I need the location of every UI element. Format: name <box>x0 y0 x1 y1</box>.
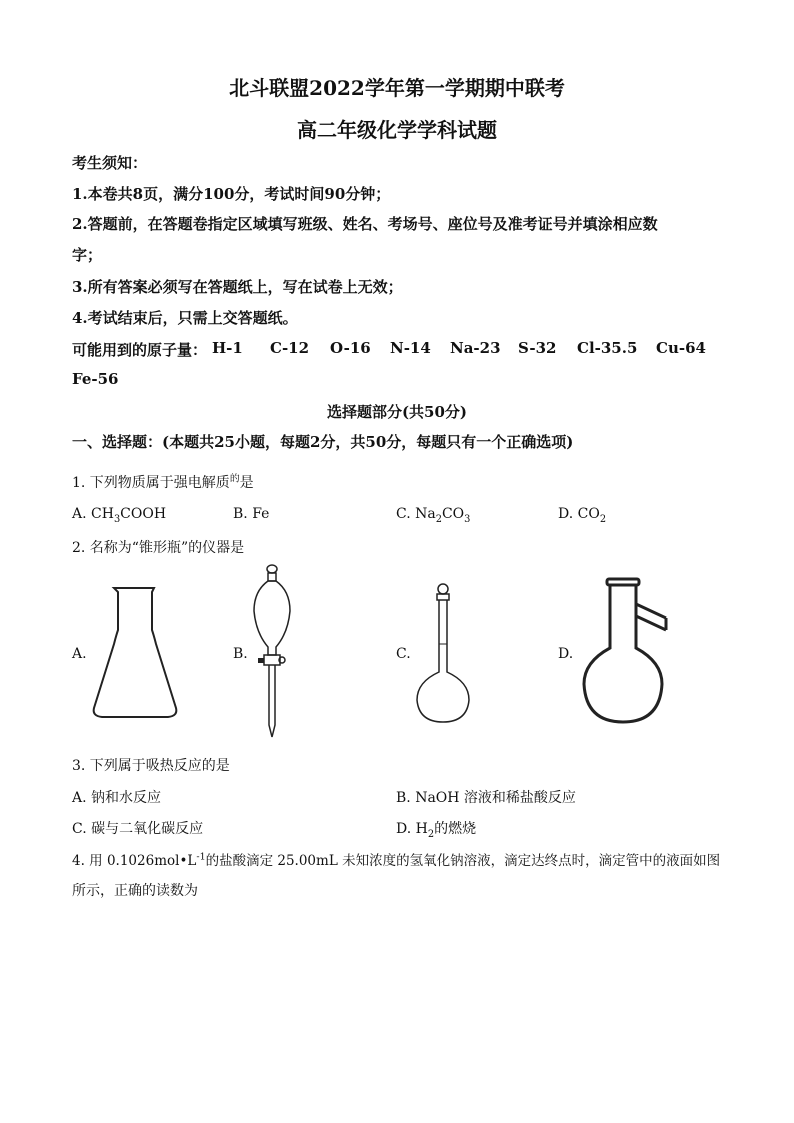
q1-option-d <box>558 506 607 525</box>
q2-label-c: C. <box>396 646 411 662</box>
q1-option-a <box>72 506 167 525</box>
q4-stem-text-end: 的盐酸滴定 25.00mL 未知浓度的氢氧化钠溶液，滴定达终点时，滴定管中的液面如图 <box>205 853 721 869</box>
separatory-funnel-icon <box>252 563 292 739</box>
q1-option-a-sub: 3 <box>113 513 121 525</box>
q2-label-d: D. <box>558 646 574 662</box>
q2-stem: 2. 名称为“锥形瓶”的仪器是 <box>72 540 245 556</box>
erlenmeyer-flask-icon <box>90 584 180 720</box>
part-heading: 一、选择题：(本题共25小题，每题2分，共50分，每题只有一个正确选项) <box>72 433 574 451</box>
q2-label-b: B. <box>233 646 248 662</box>
q3-stem: 3. 下列属于吸热反应的是 <box>72 758 230 774</box>
atomic-mass-item: Cl-35.5 <box>577 339 638 357</box>
exam-title: 北斗联盟2022学年第一学期期中联考 <box>229 76 565 100</box>
q1-option-d-text: D. CO <box>558 506 600 522</box>
q3-option-b: B. NaOH 溶液和稀盐酸反应 <box>396 790 576 806</box>
q1-option-c-text: C. Na <box>396 506 436 522</box>
notice-item-4: 4.考试结束后，只需上交答题纸。 <box>72 309 298 327</box>
notice-item-2-cont: 字； <box>72 246 103 264</box>
q1-option-c-sub2: 3 <box>464 513 471 525</box>
notice-item-3: 3.所有答案必须写在答题纸上，写在试卷上无效； <box>72 278 403 296</box>
atomic-mass-item: Fe-56 <box>72 370 119 388</box>
q3-option-c: C. 碳与二氧化碳反应 <box>72 821 204 837</box>
q1-option-c-text-mid: CO <box>441 506 465 522</box>
notice-item-2: 2.答题前，在答题卷指定区域填写班级、姓名、考场号、座位号及准考证号并填涂相应数 <box>72 215 658 233</box>
q4-stem-sup: -1 <box>196 851 206 863</box>
q4-stem-line2: 所示，正确的读数为 <box>72 883 198 899</box>
q3-option-a: A. 钠和水反应 <box>72 790 162 806</box>
section-title: 选择题部分(共50分) <box>326 403 468 421</box>
q3-option-d <box>396 818 476 838</box>
volumetric-flask-icon <box>415 582 471 724</box>
q1-option-a-text-end: COOH <box>120 506 167 522</box>
q1-option-d-sub: 2 <box>599 513 607 525</box>
q1-option-a-text: A. CH <box>72 506 114 522</box>
q1-stem <box>72 472 254 492</box>
q1-option-c-sub1: 2 <box>435 513 442 525</box>
atomic-mass-item: H-1 <box>212 339 243 357</box>
q4-stem <box>72 849 720 869</box>
atomic-mass-item: Cu-64 <box>656 339 706 357</box>
q2-label-a: A. <box>72 646 87 662</box>
notice-heading: 考生须知： <box>72 154 148 172</box>
notice-item-1: 1.本卷共8页，满分100分，考试时间90分钟； <box>72 185 391 203</box>
atomic-mass-item: S-32 <box>518 339 557 357</box>
q1-stem-text: 1. 下列物质属于强电解质 <box>72 475 230 491</box>
q3-option-d-text-end: 的燃烧 <box>434 821 477 837</box>
atomic-mass-item: Na-23 <box>450 339 501 357</box>
atomic-masses-label: 可能用到的原子量： <box>72 341 208 359</box>
distillation-flask-icon <box>580 576 672 726</box>
q4-stem-text: 4. 用 0.1026mol•L <box>72 853 197 869</box>
q1-stem-end: 是 <box>239 475 254 491</box>
q1-option-c <box>396 506 471 525</box>
q3-option-d-sub: 2 <box>427 828 435 840</box>
q1-option-b: B. Fe <box>233 506 270 522</box>
exam-subtitle: 高二年级化学学科试题 <box>297 118 497 142</box>
atomic-mass-item: O-16 <box>330 339 371 357</box>
q3-option-d-text: D. H <box>396 821 428 837</box>
atomic-mass-item: C-12 <box>270 339 310 357</box>
q1-stem-sup: 的 <box>229 473 240 485</box>
atomic-mass-item: N-14 <box>390 339 431 357</box>
atomic-masses <box>72 339 722 399</box>
